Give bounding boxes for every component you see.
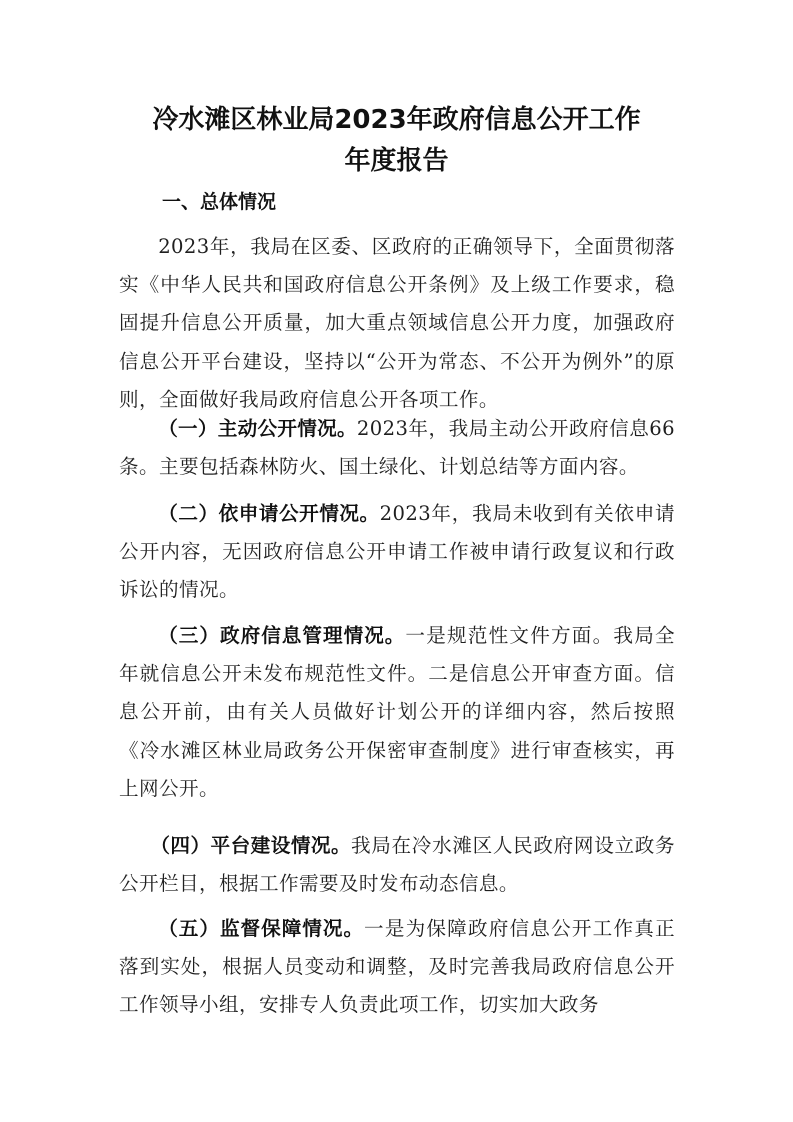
paragraph-text: 一是规范性文件方面。我局全年就信息公开未发布规范性文件。二是信息公开审查方面。信息公开前，由有关人员做好计划公开的详细内容，然后按照《冷水滩区林业局政务公开保密审查制度》进行审查核实，再上网公开。: [119, 624, 676, 800]
paragraph-proactive-disclosure: [119, 410, 675, 486]
paragraph-text: 2023年，我局主动公开政府信息66条。主要包括森林防火、国土绿化、计划总结等方面内容。: [119, 417, 676, 479]
paragraph-lead: （一）主动公开情况。: [158, 417, 357, 440]
report-title-line1: 冷水滩区林业局2023年政府信息公开工作: [152, 105, 641, 135]
paragraph-supervision-guarantee: [119, 910, 675, 1025]
paragraph-lead: （二）依申请公开情况。: [158, 502, 380, 525]
paragraph-lead: （四）平台建设情况。: [150, 834, 352, 857]
paragraph-request-disclosure: [119, 495, 675, 610]
paragraph-text: 2023年，我局未收到有关依申请公开内容，无因政府信息公开申请工作被申请行政复议和行政诉讼的情况。: [119, 502, 676, 602]
paragraph-lead: （五）监督保障情况。: [158, 917, 365, 940]
paragraph-lead: （三）政府信息管理情况。: [158, 624, 406, 647]
paragraph-information-management: [119, 617, 675, 808]
intro-paragraph: 2023年，我局在区委、区政府的正确领导下，全面贯彻落实《中华人民共和国政府信息公开条例》及上级工作要求，稳固提升信息公开质量，加大重点领域信息公开力度，加强政府信息公开平台建设，坚持以“公开为常态、不公开为例外”的原则，全面做好我局政府信息公开各项工作。: [119, 235, 675, 411]
report-title-line2: 年度报告: [344, 146, 449, 176]
paragraph-text: 我局在冷水滩区人民政府网设立政务公开栏目，根据工作需要及时发布动态信息。: [119, 834, 675, 896]
paragraph-platform-construction: [119, 827, 675, 903]
section-heading-overview: 一、总体情况: [162, 191, 277, 213]
paragraph-text: 一是为保障政府信息公开工作真正落到实处，根据人员变动和调整，及时完善我局政府信息公开工作领导小组，安排专人负责此项工作，切实加大政务: [119, 917, 676, 1017]
